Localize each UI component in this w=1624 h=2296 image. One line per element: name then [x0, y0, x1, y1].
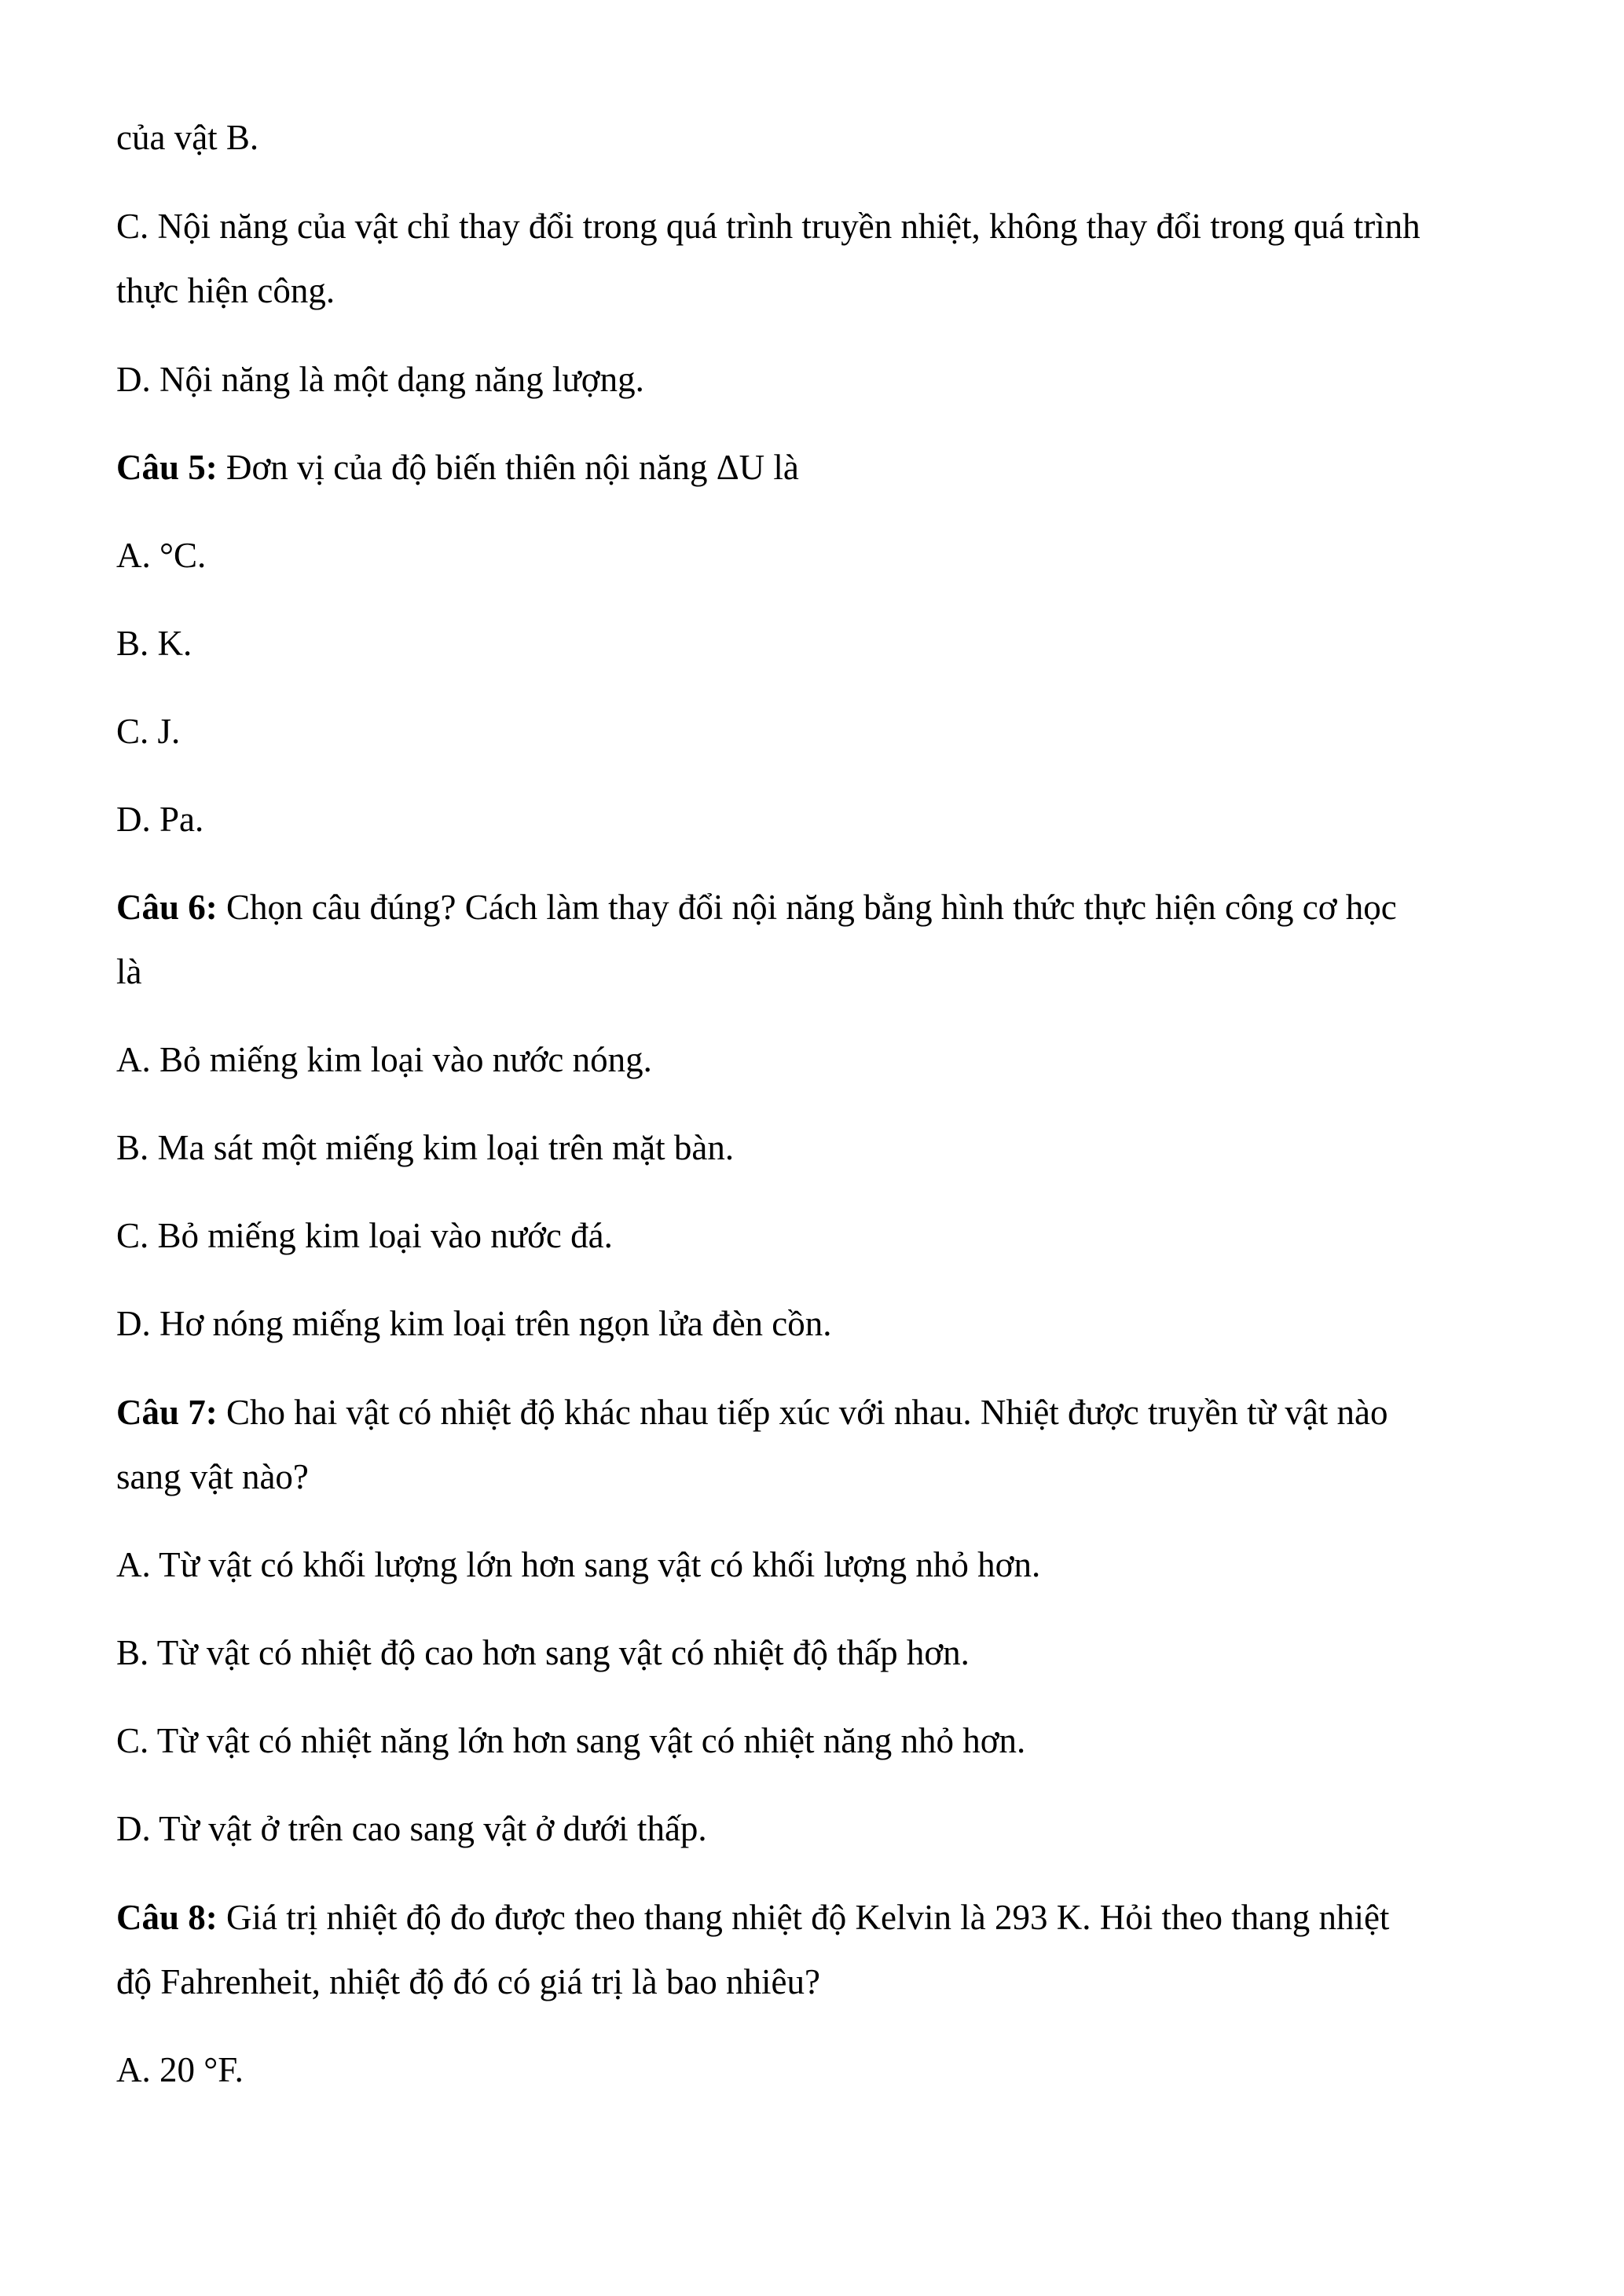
question-5-option-d: D. Pa.	[116, 800, 204, 839]
question-8-option-a: A. 20 °F.	[116, 2050, 244, 2089]
question-7-text: Cho hai vật có nhiệt độ khác nhau tiếp xúc với nhau. Nhiệt được truyền từ vật nào	[217, 1393, 1388, 1432]
prev-option-c-line1: C. Nội năng của vật chỉ thay đổi trong quá trình truyền nhiệt, không thay đổi trong quá trình	[116, 207, 1421, 246]
question-6-option-b: B. Ma sát một miếng kim loại trên mặt bàn.	[116, 1128, 735, 1167]
question-6-label: Câu 6:	[116, 888, 218, 927]
question-8-text: Giá trị nhiệt độ đo được theo thang nhiệt độ Kelvin là 293 K. Hỏi theo thang nhiệt	[217, 1898, 1390, 1937]
question-5-stem	[116, 445, 799, 489]
question-6-stem-line2: là	[116, 952, 142, 991]
question-6-text: Chọn câu đúng? Cách làm thay đổi nội năng bằng hình thức thực hiện công cơ học	[217, 888, 1397, 927]
prev-option-c-line2: thực hiện công.	[116, 271, 335, 310]
question-5-option-c: C. J.	[116, 712, 181, 751]
question-8-label: Câu 8:	[116, 1898, 218, 1937]
question-5-text: Đơn vị của độ biến thiên nội năng ΔU là	[217, 448, 799, 487]
question-5-label: Câu 5:	[116, 448, 218, 487]
question-7-option-d: D. Từ vật ở trên cao sang vật ở dưới thấp.	[116, 1809, 707, 1848]
question-8-stem	[116, 1895, 1389, 1939]
question-7-option-a: A. Từ vật có khối lượng lớn hơn sang vật có khối lượng nhỏ hơn.	[116, 1545, 1041, 1584]
question-8-stem-line2: độ Fahrenheit, nhiệt độ đó có giá trị là bao nhiêu?	[116, 1962, 821, 2001]
question-6-stem	[116, 885, 1397, 929]
question-6-option-d: D. Hơ nóng miếng kim loại trên ngọn lửa đèn cồn.	[116, 1304, 832, 1343]
question-7-option-c: C. Từ vật có nhiệt năng lớn hơn sang vật có nhiệt năng nhỏ hơn.	[116, 1721, 1026, 1760]
question-5-option-b: B. K.	[116, 624, 192, 663]
question-7-label: Câu 7:	[116, 1393, 218, 1432]
question-6-option-c: C. Bỏ miếng kim loại vào nước đá.	[116, 1216, 613, 1255]
question-7-stem-line2: sang vật nào?	[116, 1457, 309, 1496]
question-7-option-b: B. Từ vật có nhiệt độ cao hơn sang vật có nhiệt độ thấp hơn.	[116, 1633, 970, 1672]
question-5-option-a: A. °C.	[116, 536, 207, 575]
continuation-text: của vật B.	[116, 118, 259, 157]
question-6-option-a: A. Bỏ miếng kim loại vào nước nóng.	[116, 1040, 652, 1079]
question-7-stem	[116, 1390, 1388, 1434]
prev-option-d: D. Nội năng là một dạng năng lượng.	[116, 360, 644, 399]
